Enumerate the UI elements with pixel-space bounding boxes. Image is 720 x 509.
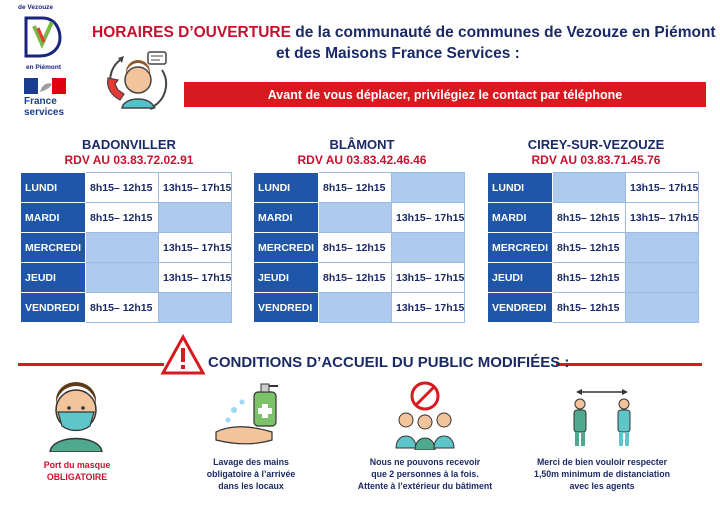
- schedule-day: JEUDI: [488, 263, 553, 293]
- handwashing-icon: [212, 380, 288, 448]
- cc-logo-line2: en Piémont: [26, 64, 62, 71]
- schedule-slot-afternoon: 13h15– 17h15: [626, 173, 699, 203]
- condition-mask-line2: OBLIGATOIRE: [46, 472, 108, 482]
- schedule-slot-afternoon: 13h15– 17h15: [392, 293, 465, 323]
- group-limit-icon: [390, 380, 460, 450]
- schedule-row: [254, 293, 465, 323]
- schedule-row: [488, 263, 699, 293]
- cc-logo: [18, 4, 74, 76]
- location-phone-badonviller: RDV AU 03.83.72.02.91: [64, 153, 194, 167]
- condition-caption-handwashing: [186, 456, 316, 492]
- schedule-day: VENDREDI: [21, 293, 86, 323]
- schedule-slot-afternoon: 13h15– 17h15: [159, 263, 232, 293]
- schedule-day: MERCREDI: [254, 233, 319, 263]
- schedule-slot-afternoon: [626, 293, 699, 323]
- social-distancing-icon: [566, 384, 638, 448]
- face-mask-icon: [42, 380, 110, 452]
- schedule-slot-afternoon: 13h15– 17h15: [392, 263, 465, 293]
- condition-handwashing-line2: obligatoire à l’arrivée: [206, 469, 296, 479]
- schedule-slot-morning: 8h15– 12h15: [86, 203, 159, 233]
- schedule-row: [488, 203, 699, 233]
- cc-logo-emblem: [20, 14, 66, 60]
- phone-contact-banner: Avant de vous déplacer, privilégiez le contact par téléphone: [184, 82, 706, 107]
- schedule-slot-afternoon: [159, 203, 232, 233]
- schedule-day: LUNDI: [488, 173, 553, 203]
- schedule-slot-afternoon: [159, 293, 232, 323]
- location-name-badonviller: BADONVILLER: [82, 137, 176, 152]
- page-title-rest: de la communauté de communes de Vezouze en Piémont: [290, 24, 716, 41]
- schedule-slot-afternoon: [626, 233, 699, 263]
- schedule-row: [254, 173, 465, 203]
- france-services-logo: [22, 78, 78, 138]
- schedule-day: JEUDI: [21, 263, 86, 293]
- condition-handwashing-line3: dans les locaux: [218, 481, 284, 491]
- schedule-day: LUNDI: [254, 173, 319, 203]
- schedule-table-badonviller: [20, 172, 232, 323]
- schedule-row: [254, 263, 465, 293]
- conditions-title: CONDITIONS D’ACCUEIL DU PUBLIC MODIFIÉES :: [208, 354, 570, 371]
- schedule-day: MERCREDI: [21, 233, 86, 263]
- france-services-line1: France: [24, 96, 57, 107]
- schedule-slot-morning: [86, 263, 159, 293]
- schedule-row: [488, 233, 699, 263]
- schedule-slot-morning: 8h15– 12h15: [319, 263, 392, 293]
- schedule-day: MARDI: [488, 203, 553, 233]
- schedule-day: VENDREDI: [254, 293, 319, 323]
- schedule-slot-afternoon: 13h15– 17h15: [159, 233, 232, 263]
- schedule-table-blamont: [253, 172, 465, 323]
- schedule-day: MARDI: [21, 203, 86, 233]
- schedule-day: MARDI: [254, 203, 319, 233]
- condition-caption-group: [336, 456, 514, 492]
- schedule-slot-morning: [86, 233, 159, 263]
- page-title-strong: HORAIRES D’OUVERTURE: [92, 24, 291, 41]
- schedule-slot-morning: [319, 293, 392, 323]
- schedule-slot-afternoon: [392, 233, 465, 263]
- schedule-day: MERCREDI: [488, 233, 553, 263]
- schedule-slot-morning: 8h15– 12h15: [553, 293, 626, 323]
- schedule-row: [21, 293, 232, 323]
- schedule-slot-morning: 8h15– 12h15: [319, 233, 392, 263]
- condition-mask-line1: Port du masque: [43, 460, 111, 470]
- schedule-slot-morning: [553, 173, 626, 203]
- schedule-slot-morning: 8h15– 12h15: [319, 173, 392, 203]
- schedule-slot-afternoon: [392, 173, 465, 203]
- schedule-slot-morning: 8h15– 12h15: [86, 173, 159, 203]
- divider-right: [556, 363, 702, 366]
- page-title-line1: [92, 24, 716, 42]
- divider-left: [18, 363, 164, 366]
- schedule-slot-afternoon: 13h15– 17h15: [159, 173, 232, 203]
- schedule-slot-morning: 8h15– 12h15: [553, 233, 626, 263]
- condition-distancing-line2: 1,50m minimum de distanciation: [534, 469, 670, 479]
- phone-support-icon: [100, 44, 176, 120]
- schedule-row: [254, 233, 465, 263]
- schedule-day: LUNDI: [21, 173, 86, 203]
- schedule-row: [488, 173, 699, 203]
- schedule-slot-afternoon: [626, 263, 699, 293]
- location-name-blamont: BLÂMONT: [329, 137, 395, 152]
- schedule-slot-morning: 8h15– 12h15: [86, 293, 159, 323]
- condition-caption-mask: [18, 459, 136, 483]
- schedule-row: [21, 263, 232, 293]
- condition-group-line3: Attente à l’extérieur du bâtiment: [357, 481, 493, 491]
- schedule-slot-morning: 8h15– 12h15: [553, 203, 626, 233]
- schedule-slot-morning: [319, 203, 392, 233]
- condition-group-line2: que 2 personnes à la fois.: [371, 469, 479, 479]
- marianne-icon: [24, 78, 66, 94]
- schedule-row: [254, 203, 465, 233]
- cc-logo-line1: de Vezouze: [18, 4, 54, 11]
- schedule-day: VENDREDI: [488, 293, 553, 323]
- schedule-slot-morning: 8h15– 12h15: [553, 263, 626, 293]
- location-phone-cirey: RDV AU 03.83.71.45.76: [531, 153, 661, 167]
- page-title-line2: et des Maisons France Services :: [276, 45, 520, 62]
- condition-group-line1: Nous ne pouvons recevoir: [369, 457, 481, 467]
- condition-distancing-line1: Merci de bien vouloir respecter: [536, 457, 668, 467]
- location-name-cirey: CIREY-SUR-VEZOUZE: [527, 137, 665, 152]
- france-services-line2: services: [24, 107, 65, 118]
- schedule-slot-afternoon: 13h15– 17h15: [626, 203, 699, 233]
- schedule-table-cirey: [487, 172, 699, 323]
- schedule-row: [488, 293, 699, 323]
- schedule-row: [21, 203, 232, 233]
- schedule-day: JEUDI: [254, 263, 319, 293]
- schedule-row: [21, 173, 232, 203]
- location-phone-blamont: RDV AU 03.83.42.46.46: [297, 153, 427, 167]
- warning-icon: [160, 334, 206, 376]
- condition-handwashing-line1: Lavage des mains: [213, 457, 289, 467]
- schedule-slot-afternoon: 13h15– 17h15: [392, 203, 465, 233]
- condition-distancing-line3: avec les agents: [569, 481, 635, 491]
- condition-caption-distancing: [516, 456, 688, 492]
- schedule-row: [21, 233, 232, 263]
